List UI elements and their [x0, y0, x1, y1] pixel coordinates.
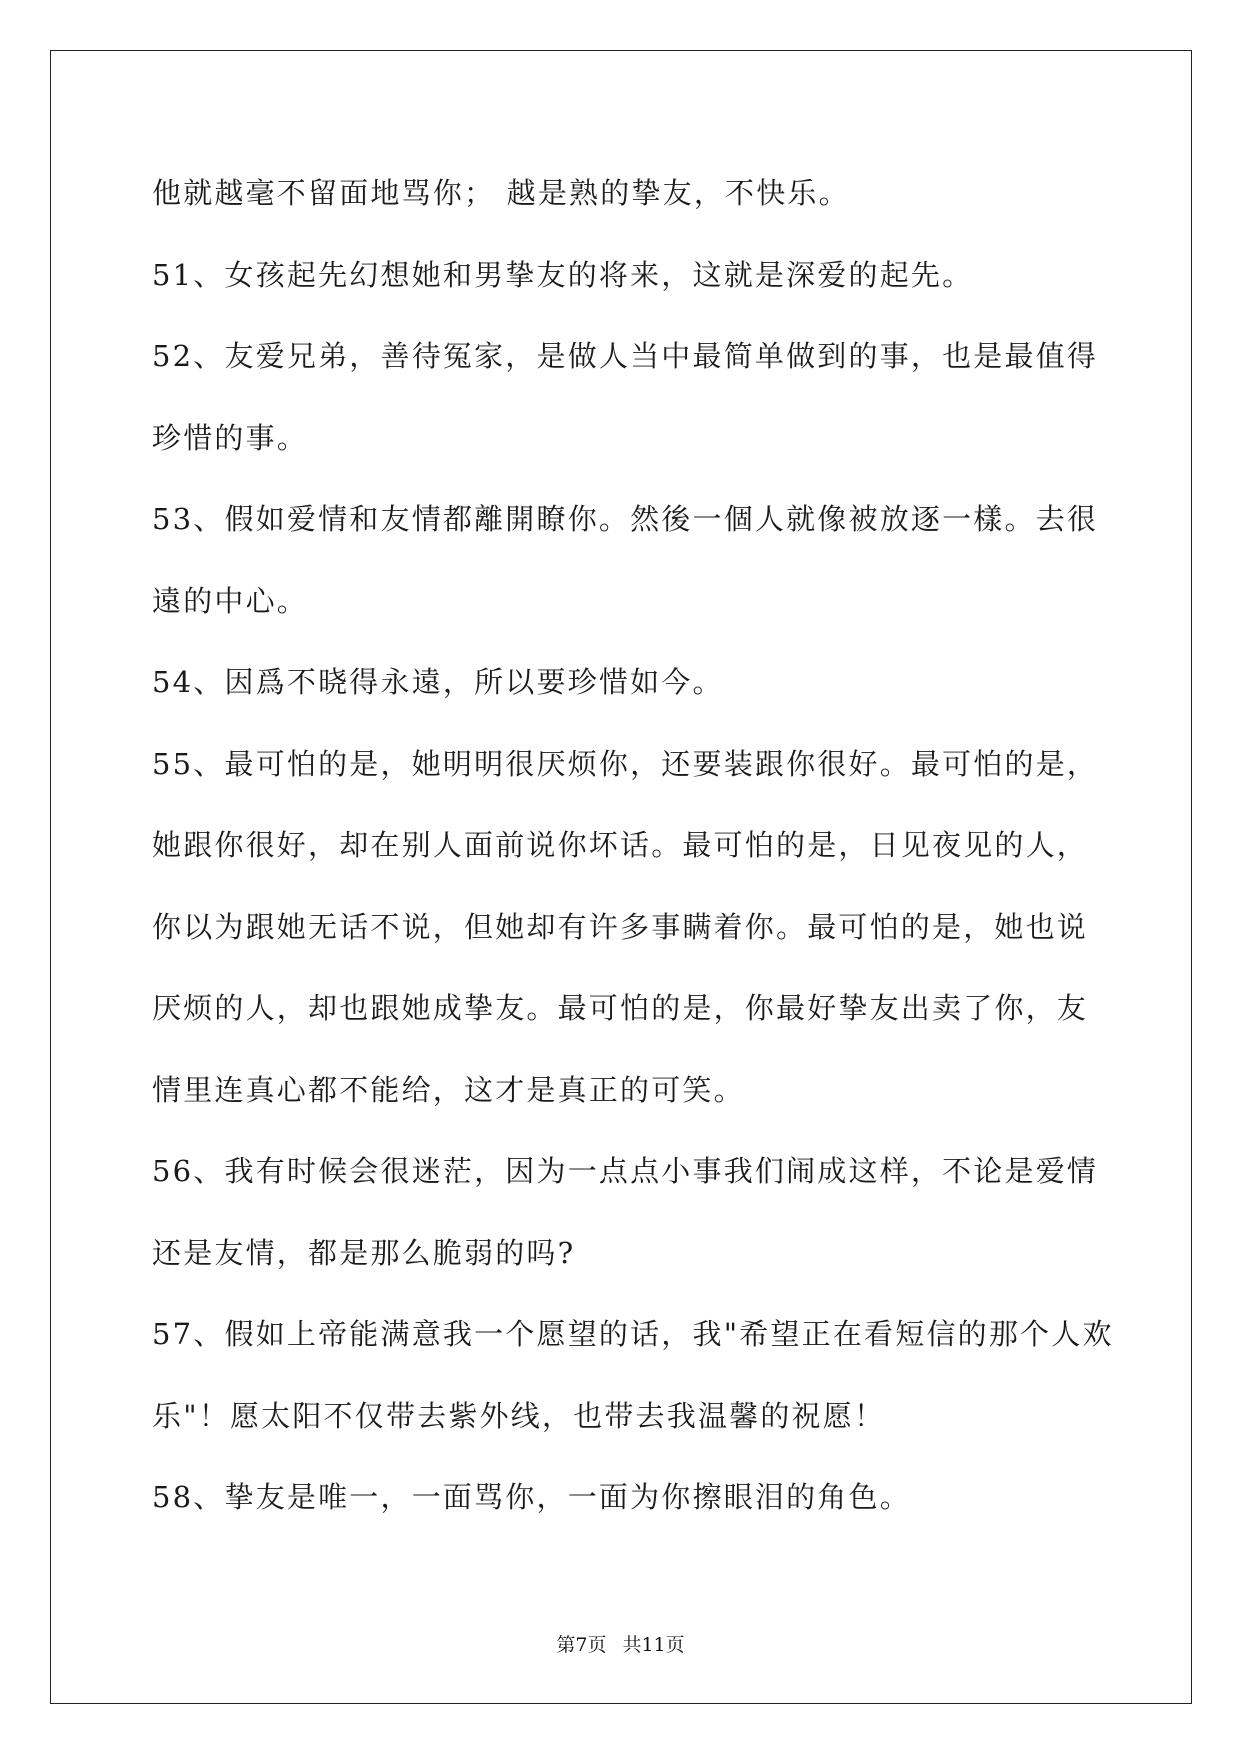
text-line: 51、女孩起先幻想她和男挚友的将来，这就是深爱的起先。: [152, 257, 974, 292]
text-line: 58、挚友是唯一，一面骂你，一面为你擦眼泪的角色。: [152, 1480, 911, 1514]
text-line: 52、友爱兄弟，善待冤家，是做人当中最简单做到的事，也是最值得: [152, 339, 1099, 373]
text-line: 他就越毫不留面地骂你； 越是熟的挚友，不快乐。: [152, 176, 850, 210]
text-line: 遠的中心。: [152, 583, 309, 618]
page-footer: [0, 1630, 1241, 1657]
text-line: 还是友情，都是那么脆弱的吗?: [152, 1235, 576, 1270]
text-line: 情里连真心都不能给，这才是真正的可笑。: [152, 1072, 745, 1107]
text-line: 53、假如爱情和友情都離開瞭你。然後一個人就像被放逐一樣。去很: [152, 502, 1099, 536]
text-line: 她跟你很好，却在别人面前说你坏话。最可怕的是，日见夜见的人，: [152, 828, 1089, 862]
text-line: 57、假如上帝能满意我一个愿望的话，我"希望正在看短信的那个人欢: [152, 1317, 1114, 1351]
text-line: 厌烦的人，却也跟她成挚友。最可怕的是，你最好挚友出卖了你，友: [152, 991, 1089, 1025]
text-line: 珍惜的事。: [152, 420, 309, 455]
page-total: 共11页: [622, 1634, 685, 1656]
document-body: [152, 165, 1114, 1551]
text-line: 你以为跟她无话不说，但她却有许多事瞒着你。最可怕的是，她也说: [152, 909, 1089, 944]
page-number: 第7页: [556, 1634, 607, 1656]
text-line: 54、因爲不晓得永遠，所以要珍惜如今。: [152, 665, 724, 699]
text-line: 乐"！愿太阳不仅带去紫外线，也带去我温馨的祝愿！: [152, 1398, 886, 1433]
text-line: 55、最可怕的是，她明明很厌烦你，还要装跟你很好。最可怕的是，: [152, 746, 1099, 781]
text-line: 56、我有时候会很迷茫，因为一点点小事我们闹成这样，不论是爱情: [152, 1154, 1099, 1188]
